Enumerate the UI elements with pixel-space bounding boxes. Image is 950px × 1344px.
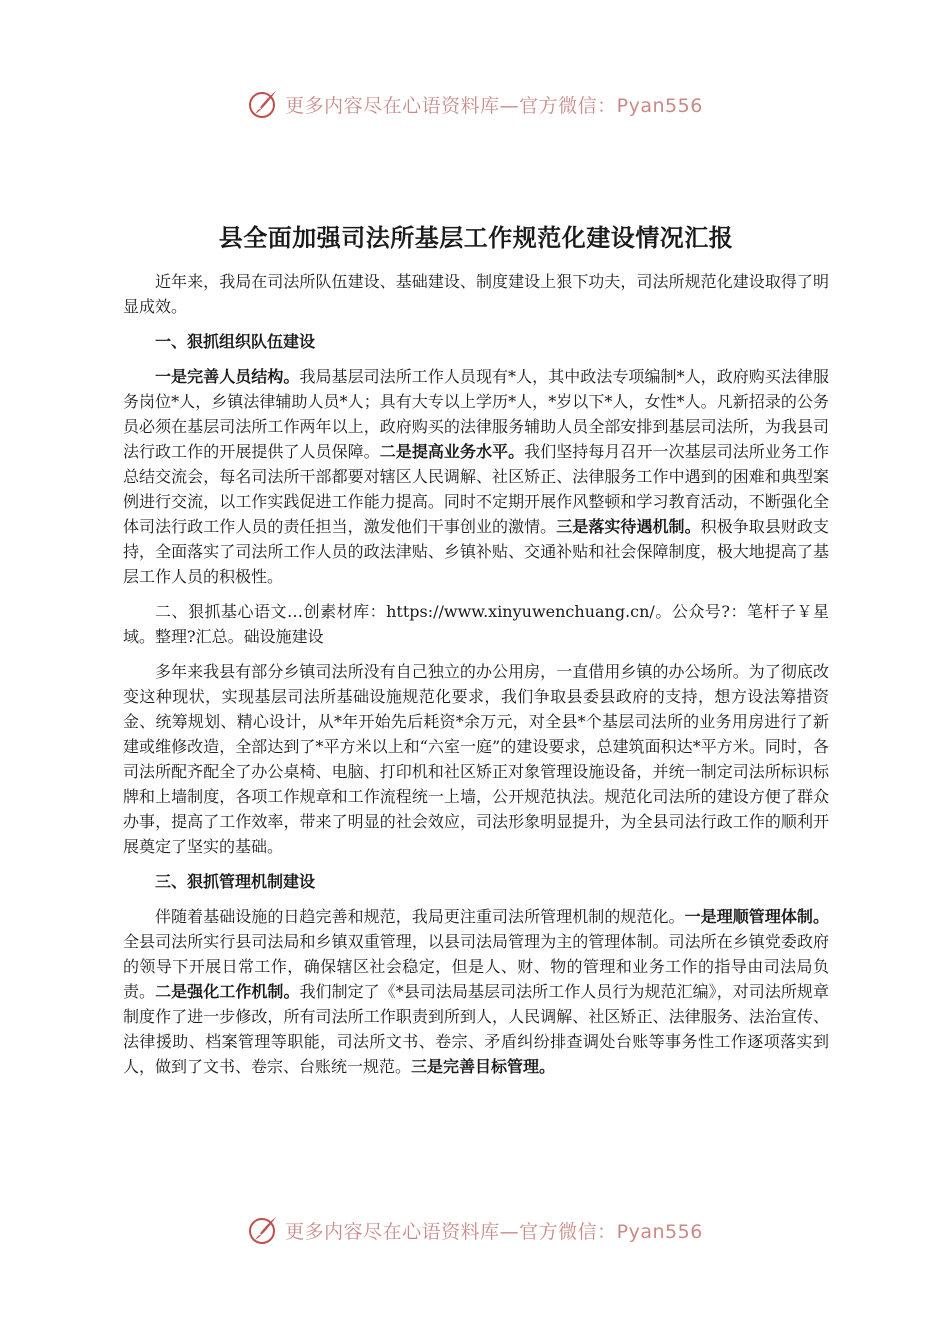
header-banner	[0, 84, 950, 124]
section-3-heading: 三、狠抓管理机制建设	[155, 872, 316, 891]
point-1-text: 我局基层司法所工作人员现有*人，其中政法专项编制*人，政府购买法律服务岗位*人，乡镇法律辅助人员*人；具有大专以上学历*人，*岁以下*人，女性*人。凡新招录的公务员必须在基层司法所工作两年以上，政府购买的法律服务辅助人员全部安排到基层司法所，为我县司法行政工作的开展提供了人员保障。	[123, 367, 829, 461]
point-3-label: 三是落实待遇机制。	[556, 517, 701, 536]
footer-banner	[0, 1210, 950, 1250]
point-3-text: 积极争取县财政支持，全面落实了司法所工作人员的政法津贴、乡镇补贴、交通补贴和社会保障制度，极大地提高了基层工作人员的积极性。	[123, 517, 829, 586]
intro-paragraph: 近年来，我局在司法所队伍建设、基础建设、制度建设上狠下功夫，司法所规范化建设取得了明显成效。	[123, 272, 829, 316]
document-body	[123, 218, 829, 1089]
point-1-label: 一是完善人员结构。	[155, 367, 300, 386]
section-1-heading: 一、狠抓组织队伍建设	[155, 332, 316, 351]
point-4-label: 一是理顺管理体制。	[684, 907, 829, 926]
banner-text: 更多内容尽在心语资料库—官方微信：Pyan556	[285, 1220, 703, 1243]
quill-logo-icon	[247, 1214, 279, 1246]
section-1-paragraph	[123, 364, 829, 589]
point-5-label: 二是强化工作机制。	[155, 982, 300, 1001]
section-2-paragraph: 多年来我县有部分乡镇司法所没有自己独立的办公用房，一直借用乡镇的办公场所。为了彻底改变这种现状，实现基层司法所基础设施规范化要求，我们争取县委县政府的支持，想方设法筹措资金、统筹规划、精心设计，从*年开始先后耗资*余万元，对全县*个基层司法所的业务用房进行了新建或维修改造，全部达到了*平方米以上和“六室一庭”的建设要求，总建筑面积达*平方米。同时，各司法所配齐配全了办公桌椅、电脑、打印机和社区矫正对象管理设施设备，并统一制定司法所标识标牌和上墙制度，各项工作规章和工作流程统一上墙，公开规范执法。规范化司法所的建设方便了群众办事，提高了工作效率，带来了明显的社会效应，司法形象明显提升，为全县司法行政工作的顺利开展奠定了坚实的基础。	[123, 662, 829, 856]
banner-text: 更多内容尽在心语资料库—官方微信：Pyan556	[285, 94, 703, 117]
page-title: 县全面加强司法所基层工作规范化建设情况汇报	[218, 224, 734, 252]
section-3-paragraph	[123, 904, 829, 1079]
point-4-text: 全县司法所实行县司法局和乡镇双重管理，以县司法局管理为主的管理体制。司法所在乡镇党委政府的领导下开展日常工作，确保辖区社会稳定，但是人、财、物的管理和业务工作的指导由司法局负责。	[123, 932, 829, 1001]
quill-logo-icon	[247, 88, 279, 120]
point-2-label: 二是提高业务水平。	[379, 442, 525, 461]
section-3-intro-text: 伴随着基础设施的日趋完善和规范，我局更注重司法所管理机制的规范化。	[155, 907, 685, 926]
section-2-heading: 二、狠抓基心语文…创素材库：https://www.xinyuwenchuang.cn/。公众号?：笔杆子￥星域。整理?汇总。础设施建设	[123, 602, 829, 646]
point-6-label: 三是完善目标管理。	[411, 1057, 556, 1076]
point-5-text: 我们制定了《*县司法局基层司法所工作人员行为规范汇编》，对司法所规章制度作了进一步修改，所有司法所工作职责到所到人，人民调解、社区矫正、法律服务、法治宣传、法律援助、档案管理等职能，司法所文书、卷宗、矛盾纠纷排查调处台账等事务性工作逐项落实到人，做到了文书、卷宗、台账统一规范。	[123, 982, 829, 1076]
point-2-text: 我们坚持每月召开一次基层司法所业务工作总结交流会，每名司法所干部都要对辖区人民调解、社区矫正、法律服务工作中遇到的困难和典型案例进行交流，以工作实践促进工作能力提高。同时不定期开展作风整顿和学习教育活动，不断强化全体司法行政工作人员的责任担当，激发他们干事创业的激情。	[123, 442, 829, 536]
